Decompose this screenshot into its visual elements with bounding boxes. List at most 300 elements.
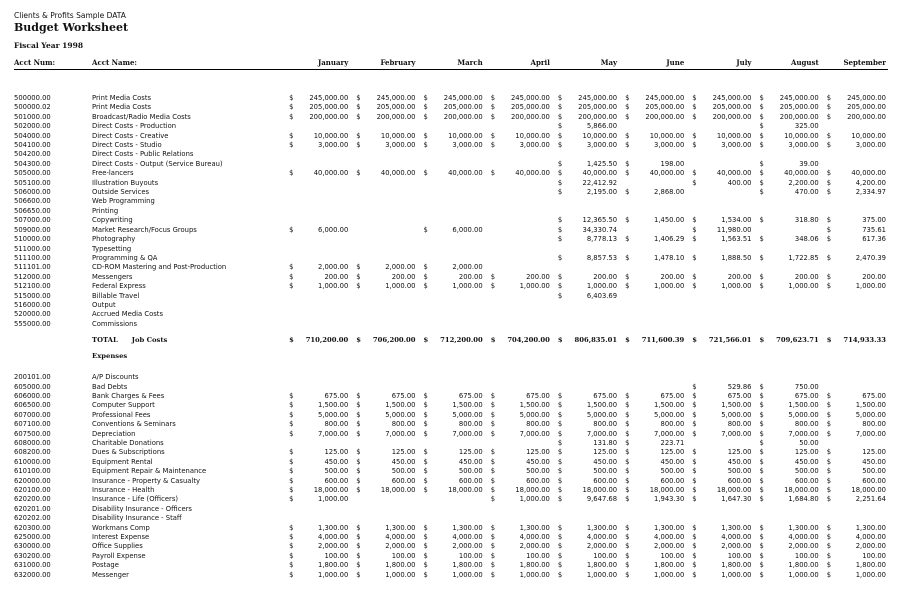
amount-value: 200.00 [862,272,886,281]
currency-symbol: $ [289,401,294,410]
currency-symbol: $ [557,495,563,504]
currency-symbol: $ [490,94,496,102]
amount-value: 200,000.00 [712,112,752,121]
amount-value: 100.00 [593,551,618,560]
amount-cell [485,113,552,122]
currency-symbol: $ [692,112,697,121]
currency-symbol: $ [557,112,563,121]
currency-symbol: $ [826,188,832,197]
amount-cell [686,335,753,347]
amount-cell [552,235,619,244]
currency-symbol: $ [289,495,294,504]
table-row [14,477,888,486]
amount-value: 675.00 [458,391,483,400]
amount-cell [686,542,753,551]
amount-value: 3,000.00 [586,141,618,150]
amount-cell [686,514,753,523]
amount-value: 712,200.00 [440,336,483,345]
currency-symbol: $ [289,533,294,542]
amount-cell [754,335,821,347]
amount-cell [821,383,888,392]
amount-value: 1,500.00 [586,401,618,410]
amount-value: 1,800.00 [385,561,416,570]
amount-value: 125.00 [458,448,483,457]
amount-cell [283,292,350,301]
amount-value: 1,800.00 [721,561,752,570]
amount-value: 1,000.00 [654,282,685,291]
amount-cell [350,458,417,467]
amount-cell [821,320,888,329]
amount-cell [619,552,686,561]
amount-value: 18,000.00 [716,486,752,495]
amount-value: 470.00 [794,188,819,197]
currency-symbol: $ [356,94,361,102]
acct-name: Direct Costs - Production [92,122,177,131]
acct-name: Market Research/Focus Groups [92,225,197,234]
amount-cell [619,245,686,254]
amount-value: 1,000.00 [452,570,483,579]
currency-symbol: $ [625,495,630,504]
table-row [14,207,888,216]
amount-cell [283,486,350,495]
amount-cell [485,273,552,282]
amount-cell [619,132,686,141]
amount-cell [552,448,619,457]
currency-symbol: $ [356,272,361,281]
amount-value: 245,000.00 [376,94,416,102]
acct-num: 620300.00 [14,523,51,532]
currency-symbol: $ [625,448,630,457]
acct-name: Billable Travel [92,291,140,300]
acct-num: 630200.00 [14,551,51,560]
amount-cell [485,458,552,467]
amount-value: 18,000.00 [380,486,416,495]
amount-value: 2,334.97 [855,188,886,197]
page-title: Budget Worksheet [14,21,129,34]
currency-symbol: $ [826,495,832,504]
amount-value: 3,000.00 [855,141,886,150]
currency-symbol: $ [490,336,496,345]
amount-cell [552,383,619,392]
currency-symbol: $ [557,439,563,447]
amount-cell [619,392,686,401]
acct-num: 500000.02 [14,103,51,112]
amount-cell [821,420,888,429]
table-row [14,448,888,457]
amount-cell [552,392,619,401]
amount-cell [754,524,821,533]
currency-symbol: $ [759,112,764,121]
amount-cell [821,141,888,150]
table-row [14,122,888,131]
amount-value: 7,000.00 [721,429,752,438]
currency-symbol: $ [289,169,294,178]
amount-cell [754,235,821,244]
currency-symbol: $ [625,486,630,495]
currency-symbol: $ [692,131,697,140]
currency-symbol: $ [826,131,832,140]
amount-value: 750.00 [794,382,819,391]
amount-value: 6,000.00 [318,225,349,234]
amount-cell [619,197,686,206]
amount-value: 1,500.00 [855,401,886,410]
currency-symbol: $ [625,216,630,225]
amount-value: 7,000.00 [519,429,550,438]
amount-cell [417,188,484,197]
amount-cell [485,533,552,542]
amount-cell [754,310,821,319]
amount-value: 4,000.00 [385,533,416,542]
amount-value: 675.00 [794,391,819,400]
amount-value: 4,000.00 [721,533,752,542]
currency-symbol: $ [289,542,294,551]
table-row [14,439,888,448]
acct-name: Free-lancers [92,169,134,178]
amount-value: 18,000.00 [582,486,618,495]
currency-symbol: $ [692,94,697,102]
currency-symbol: $ [759,103,764,112]
amount-value: 1,000.00 [318,282,349,291]
currency-symbol: $ [490,282,496,291]
currency-symbol: $ [423,542,428,551]
amount-value: 223.71 [660,439,685,447]
currency-symbol: $ [692,542,697,551]
currency-symbol: $ [356,542,361,551]
acct-num: 607100.00 [14,420,51,429]
total-label-spacer [14,335,92,347]
amount-value: 7,000.00 [788,429,819,438]
amount-cell [283,439,350,448]
acct-name: Postage [92,561,119,570]
amount-cell [754,301,821,310]
amount-value: 7,000.00 [385,429,416,438]
amount-cell [619,542,686,551]
amount-value: 18,000.00 [313,486,349,495]
currency-symbol: $ [692,401,697,410]
currency-symbol: $ [557,188,563,197]
acct-num: 512000.00 [14,272,51,281]
amount-cell [283,524,350,533]
amount-value: 205,000.00 [510,103,550,112]
currency-symbol: $ [356,429,361,438]
currency-symbol: $ [289,94,294,102]
amount-cell [552,150,619,159]
amount-cell [619,188,686,197]
amount-cell [350,533,417,542]
total-label [92,335,283,347]
amount-cell [350,552,417,561]
currency-symbol: $ [557,457,563,466]
amount-cell [821,150,888,159]
acct-num: 620200.00 [14,495,51,504]
acct-name: Output [92,300,116,309]
amount-cell [686,235,753,244]
amount-cell [552,542,619,551]
amount-cell [686,430,753,439]
currency-symbol: $ [826,336,832,345]
table-row [14,216,888,225]
currency-symbol: $ [490,169,496,178]
amount-cell [552,373,619,382]
amount-value: 1,943.30 [654,495,685,504]
amount-cell [619,383,686,392]
amount-cell [552,505,619,514]
amount-value: 18,000.00 [448,486,483,495]
currency-symbol: $ [759,382,764,391]
amount-cell [485,263,552,272]
amount-cell [350,430,417,439]
acct-num: 620202.00 [14,514,51,523]
currency-symbol: $ [490,457,496,466]
amount-cell [619,150,686,159]
amount-value: 4,000.00 [788,533,819,542]
amount-cell [619,486,686,495]
amount-cell [485,216,552,225]
currency-symbol: $ [356,391,361,400]
currency-symbol: $ [289,272,294,281]
amount-cell [417,373,484,382]
amount-cell [821,495,888,504]
amount-value: 5,000.00 [855,410,886,419]
amount-value: 1,300.00 [654,523,685,532]
amount-value: 8,857.53 [586,253,618,262]
amount-cell [283,188,350,197]
amount-value: 500.00 [660,467,685,476]
amount-cell [619,141,686,150]
amount-cell [350,245,417,254]
amount-value: 1,000.00 [654,570,685,579]
amount-value: 40,000.00 [313,169,349,178]
amount-cell [754,188,821,197]
section-row [14,347,888,367]
amount-value: 1,000.00 [721,282,752,291]
amount-cell [350,420,417,429]
amount-cell [754,320,821,329]
amount-cell [417,320,484,329]
amount-value: 200,000.00 [578,112,618,121]
currency-symbol: $ [423,448,428,457]
currency-symbol: $ [289,282,294,291]
amount-value: 450.00 [458,457,483,466]
amount-value: 1,000.00 [855,282,886,291]
amount-value: 100.00 [391,551,416,560]
table-row [14,392,888,401]
amount-value: 2,000.00 [519,542,550,551]
amount-cell [283,383,350,392]
currency-symbol: $ [759,169,764,178]
amount-cell [821,542,888,551]
currency-symbol: $ [759,448,764,457]
acct-num: 606000.00 [14,391,51,400]
amount-cell [754,292,821,301]
amount-cell [552,94,619,103]
amount-value: 2,251.64 [855,495,886,504]
amount-cell [283,282,350,291]
currency-symbol: $ [490,476,496,485]
amount-cell [821,169,888,178]
currency-symbol: $ [826,476,832,485]
amount-value: 100.00 [862,551,886,560]
amount-value: 3,000.00 [318,141,349,150]
amount-value: 600.00 [593,476,618,485]
amount-value: 50.00 [799,439,819,447]
amount-cell [686,411,753,420]
amount-value: 600.00 [727,476,752,485]
amount-cell [552,467,619,476]
amount-value: 10,000.00 [380,131,416,140]
acct-num: 506600.00 [14,197,51,206]
currency-symbol: $ [826,523,832,532]
currency-symbol: $ [625,282,630,291]
amount-cell [754,420,821,429]
currency-symbol: $ [625,570,630,579]
acct-name: Print Media Costs [92,103,152,112]
amount-cell [686,113,753,122]
table-row [14,542,888,551]
currency-symbol: $ [826,486,832,495]
amount-value: 200,000.00 [376,112,416,121]
amount-value: 1,800.00 [519,561,550,570]
amount-cell [283,401,350,410]
acct-num: 200101.00 [14,373,51,382]
amount-cell [417,524,484,533]
amount-cell [417,477,484,486]
amount-value: 125.00 [794,448,819,457]
amount-value: 40,000.00 [515,169,550,178]
acct-name: Printing [92,206,119,215]
amount-value: 1,888.50 [721,253,752,262]
amount-cell [417,430,484,439]
currency-symbol: $ [557,178,563,187]
amount-value: 125.00 [727,448,752,457]
currency-symbol: $ [289,448,294,457]
amount-cell [283,552,350,561]
acct-name: Broadcast/Radio Media Costs [92,112,191,121]
amount-value: 245,000.00 [847,94,886,102]
currency-symbol: $ [490,141,496,150]
amount-cell [686,301,753,310]
acct-name: Office Supplies [92,542,143,551]
amount-cell [417,226,484,235]
amount-cell [686,103,753,112]
amount-value: 8,778.13 [586,235,618,244]
col-header: August [754,56,821,70]
amount-cell [821,245,888,254]
amount-cell [417,301,484,310]
currency-symbol: $ [423,533,428,542]
amount-cell [619,179,686,188]
currency-symbol: $ [356,141,361,150]
currency-symbol: $ [759,410,764,419]
amount-value: 7,000.00 [452,429,483,438]
amount-cell [686,226,753,235]
amount-cell [552,113,619,122]
currency-symbol: $ [289,551,294,560]
amount-cell [821,392,888,401]
amount-cell [686,533,753,542]
amount-value: 450.00 [794,457,819,466]
amount-value: 10,000.00 [649,131,685,140]
amount-cell [283,150,350,159]
amount-cell [350,273,417,282]
amount-cell [485,282,552,291]
amount-value: 1,722.85 [788,253,819,262]
acct-num: 506650.00 [14,206,51,215]
currency-symbol: $ [692,103,697,112]
amount-value: 500.00 [324,467,349,476]
table-row [14,282,888,291]
amount-cell [350,132,417,141]
amount-value: 245,000.00 [645,94,685,102]
amount-cell [754,448,821,457]
acct-num: 608200.00 [14,448,51,457]
amount-value: 205,000.00 [376,103,416,112]
currency-symbol: $ [423,429,428,438]
amount-cell [417,179,484,188]
amount-cell [283,103,350,112]
amount-value: 450.00 [391,457,416,466]
currency-symbol: $ [557,401,563,410]
amount-value: 600.00 [391,476,416,485]
acct-name: A/P Discounts [92,373,139,382]
amount-cell [619,373,686,382]
amount-cell [283,373,350,382]
amount-cell [619,439,686,448]
amount-cell [350,235,417,244]
amount-cell [754,282,821,291]
amount-cell [485,301,552,310]
amount-cell [485,420,552,429]
amount-value: 5,000.00 [721,410,752,419]
amount-cell [417,150,484,159]
currency-symbol: $ [289,112,294,121]
amount-cell [686,401,753,410]
amount-cell [686,310,753,319]
currency-symbol: $ [356,169,361,178]
currency-symbol: $ [423,476,428,485]
currency-symbol: $ [289,131,294,140]
table-row [14,263,888,272]
amount-cell [686,467,753,476]
amount-cell [485,514,552,523]
currency-symbol: $ [423,401,428,410]
amount-cell [485,310,552,319]
amount-value: 34,330.74 [582,225,618,234]
amount-cell [821,335,888,347]
amount-cell [821,486,888,495]
currency-symbol: $ [557,561,563,570]
amount-cell [754,263,821,272]
col-header: January [283,56,350,70]
currency-symbol: $ [625,131,630,140]
currency-symbol: $ [759,429,764,438]
table-row [14,226,888,235]
acct-name: Disability Insurance - Officers [92,504,192,513]
amount-cell [417,282,484,291]
col-header: February [350,56,417,70]
amount-cell [619,310,686,319]
amount-cell [283,467,350,476]
amount-value: 1,000.00 [855,570,886,579]
amount-cell [417,94,484,103]
amount-cell [821,113,888,122]
currency-symbol: $ [423,523,428,532]
amount-value: 1,500.00 [788,401,819,410]
amount-value: 1,000.00 [519,570,550,579]
amount-cell [283,514,350,523]
amount-value: 5,000.00 [452,410,483,419]
table-row [14,273,888,282]
